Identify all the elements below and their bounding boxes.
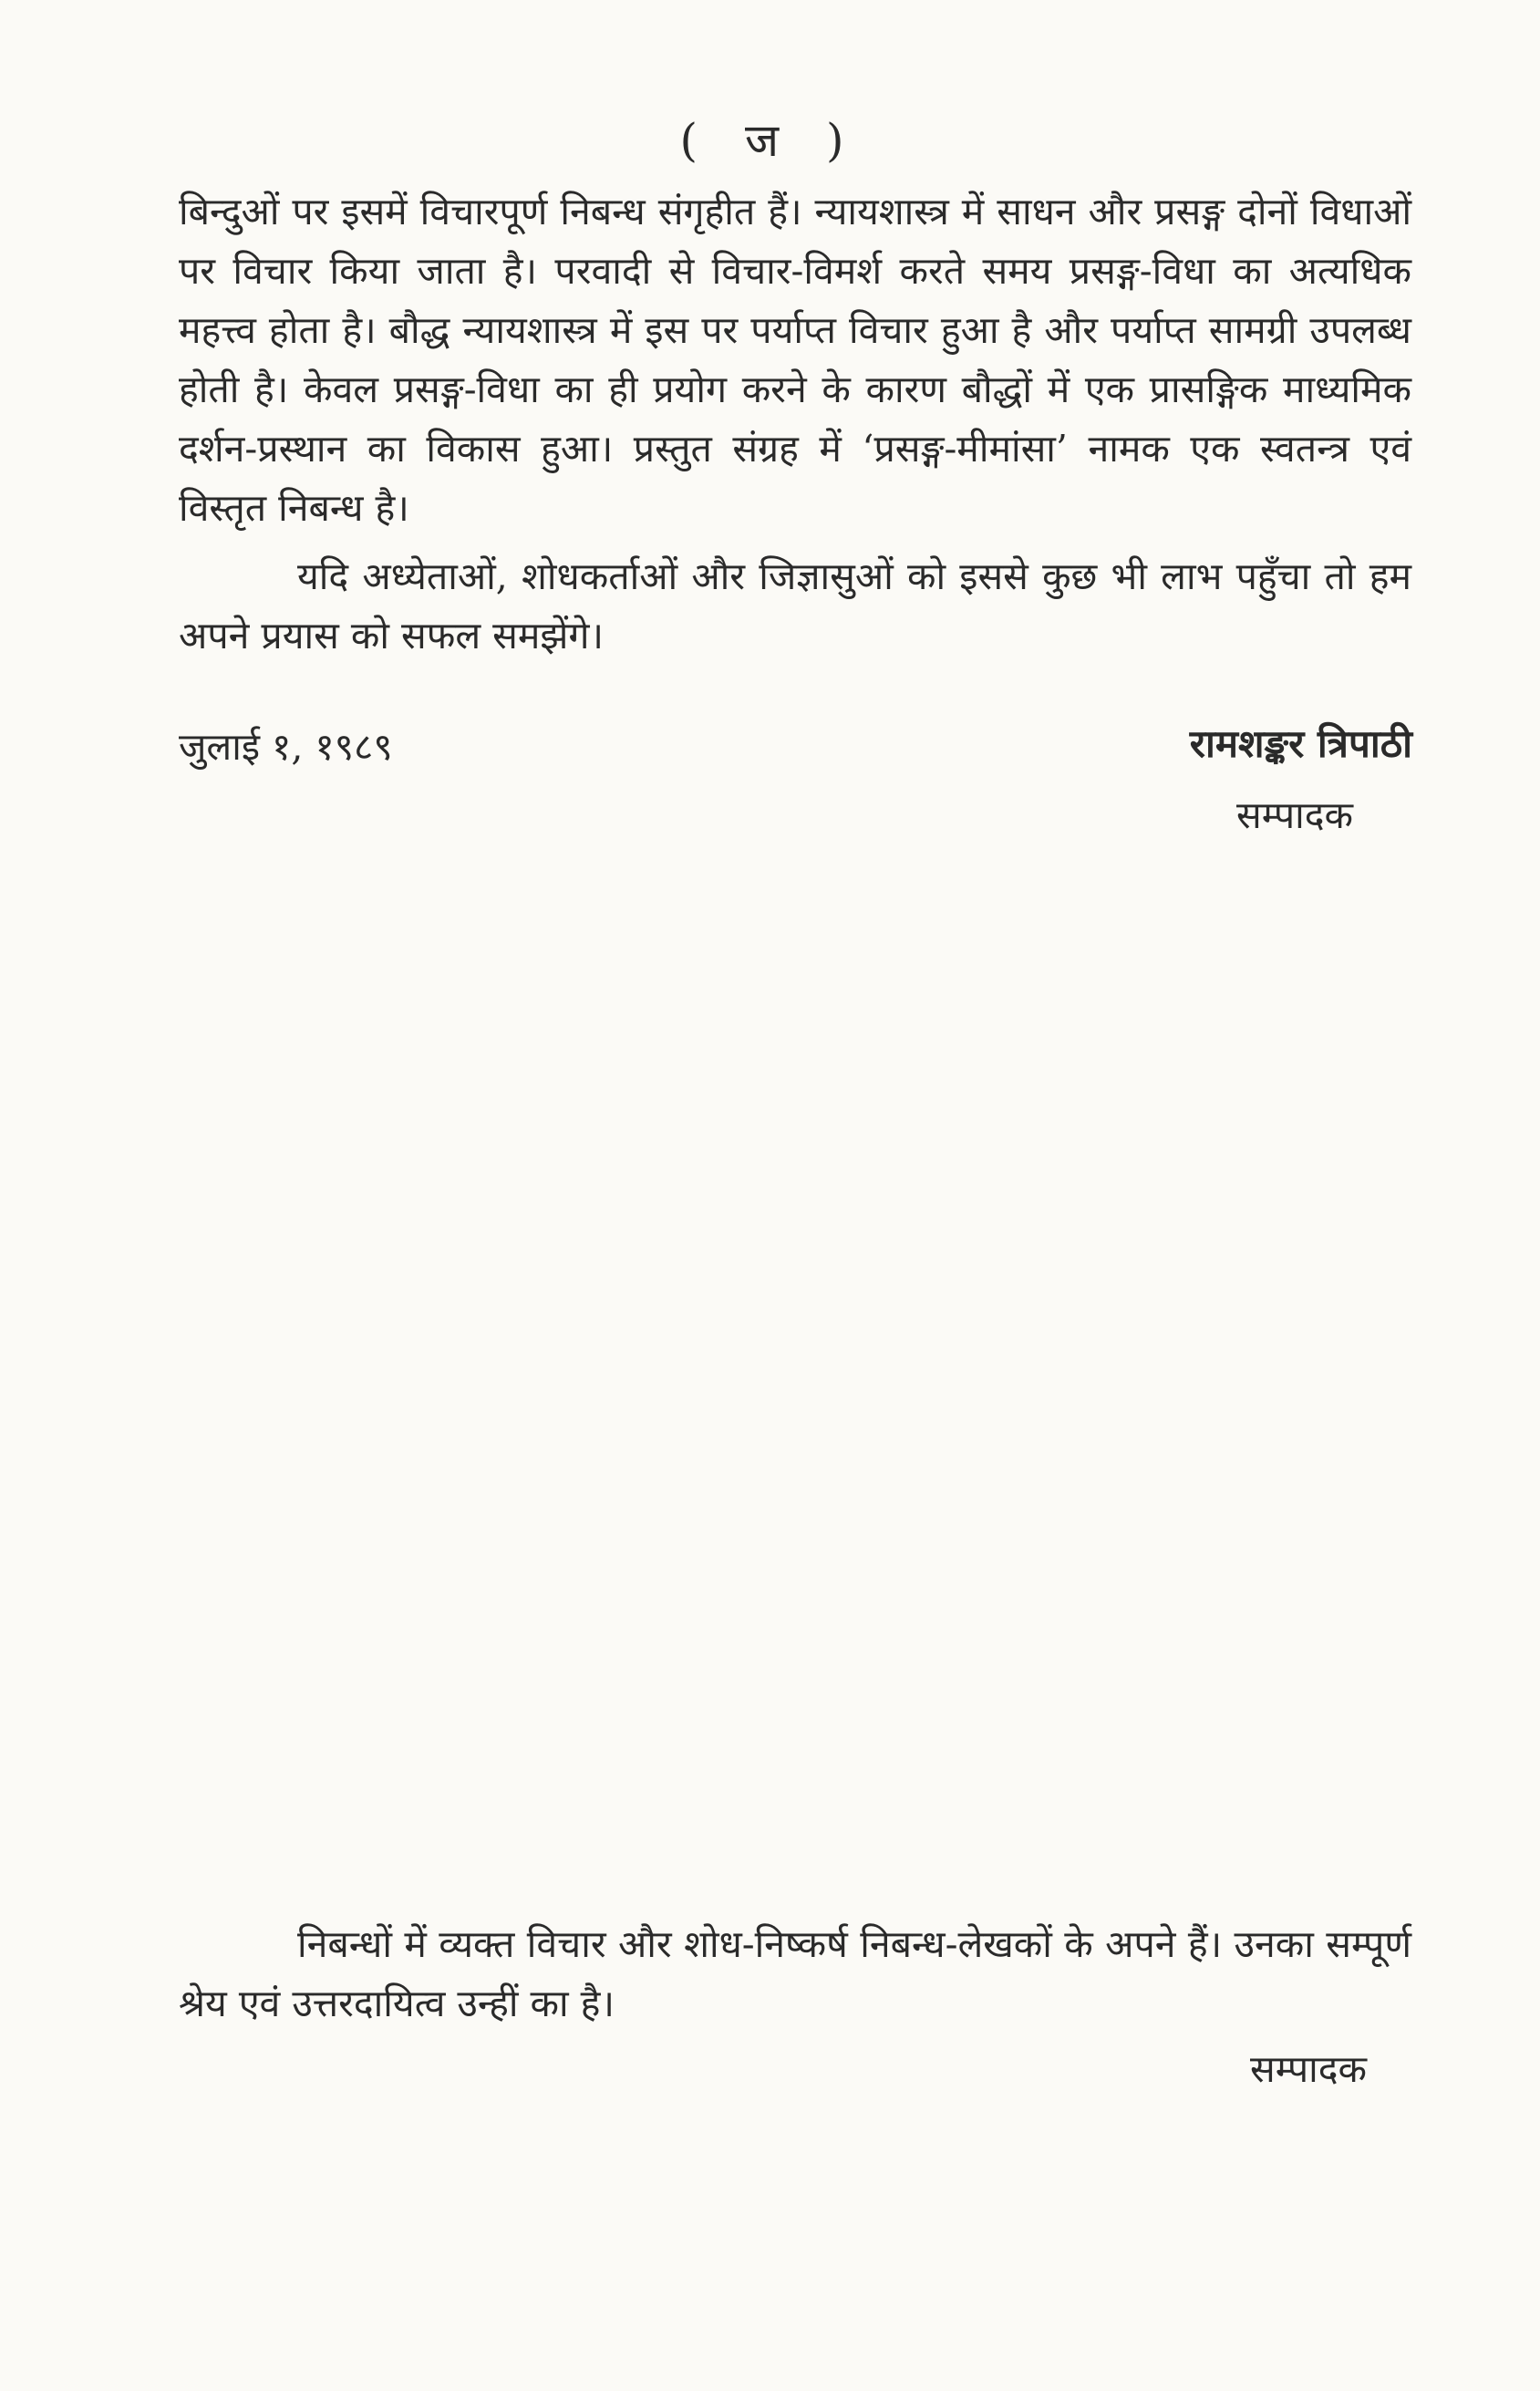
editor-role: सम्पादक xyxy=(1236,793,1353,837)
preface-paragraph-2: यदि अध्येताओं, शोधकर्ताओं और जिज्ञासुओं को इससे कुछ भी लाभ पहुँचा तो हम अपने प्रयास को सफल समझेंगे। xyxy=(179,554,1411,657)
editor-name: रामशङ्कर त्रिपाठी xyxy=(1189,721,1412,766)
disclaimer-paragraph: निबन्धों में व्यक्त विचार और शोध-निष्कर्ष निबन्ध-लेखकों के अपने हैं। उनका सम्पूर्ण श्रेय एवं उत्तरदायित्व उन्हीं का है। xyxy=(179,1922,1411,2025)
disclaimer-role: सम्पादक xyxy=(1250,2047,1367,2091)
page-number: ( ज ) xyxy=(679,114,861,167)
preface-date: जुलाई १, १९८९ xyxy=(179,725,393,769)
preface-paragraph-1: बिन्दुओं पर इसमें विचारपूर्ण निबन्ध संगृहीत हैं। न्यायशास्त्र में साधन और प्रसङ्ग दोनों विधाओं पर विचार किया जाता है। परवादी से विचार-विमर्श करते समय प्रसङ्ग-विधा का अत्यधिक महत्त्व होता है। बौद्ध न्यायशास्त्र में इस पर पर्याप्त विचार हुआ है और पर्याप्त सामग्री उपलब्ध होती है। केवल प्रसङ्ग-विधा का ही प्रयोग करने के कारण बौद्धों में एक प्रासङ्गिक माध्यमिक दर्शन-प्रस्थान का विकास हुआ। प्रस्तुत संग्रह में ‘प्रसङ्ग-मीमांसा’ नामक एक स्वतन्त्र एवं विस्तृत निबन्ध है। xyxy=(179,190,1411,530)
